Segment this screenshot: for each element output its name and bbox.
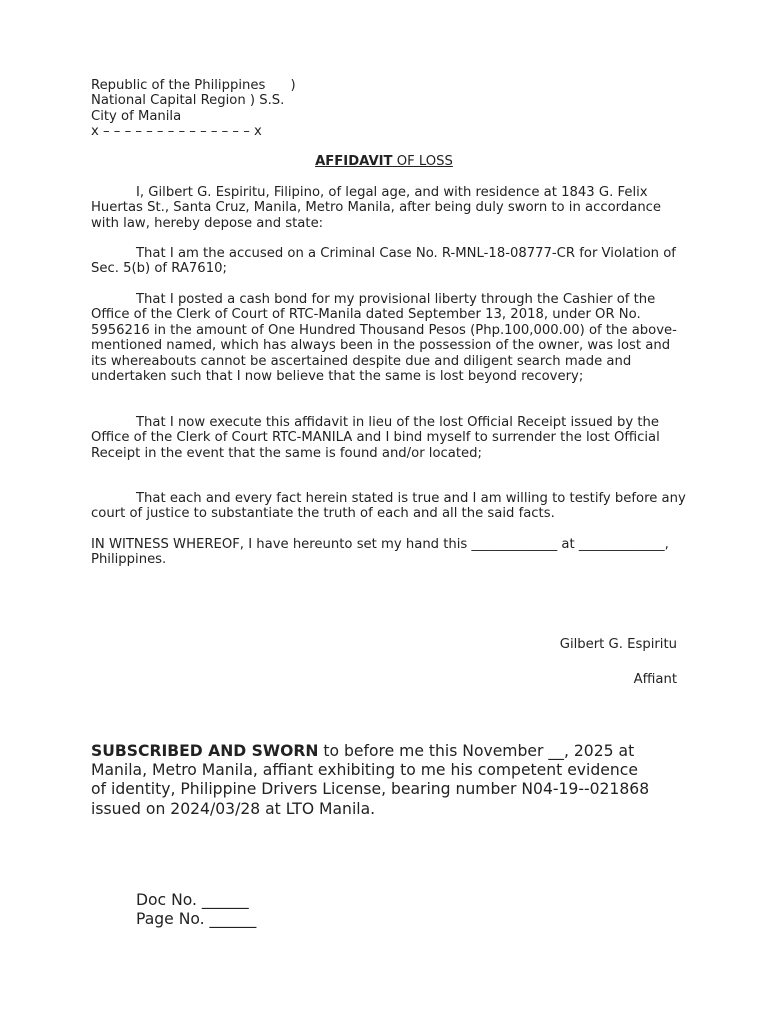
doc-number: Doc No. ______ [136, 891, 249, 909]
venue-line-republic: Republic of the Philippines ) [91, 78, 296, 93]
jurat-paragraph [91, 742, 651, 819]
jurat-text: to before me this November __, 2025 at Manila, Metro Manila, affiant exhibiting to me his competent evidence of identity, Philippine Drivers License, bearing number N04-19--021868 issued on 2024/03/28 at LTO Manila. [91, 742, 650, 818]
paragraph-criminal-case: That I am the accused on a Criminal Case No. R-MNL-18-08777-CR for Violation of Sec. 5(b) of RA7610; [91, 246, 676, 277]
witness-clause: IN WITNESS WHEREOF, I have hereunto set my hand this _____________ at _____________, Philippines. [91, 537, 669, 568]
paragraph-truth-statement: That each and every fact herein stated is true and I am willing to testify before any court of justice to substantiate the truth of each and all the said facts. [91, 491, 686, 522]
venue-line-region: National Capital Region ) S.S. [91, 93, 285, 109]
document-title [0, 154, 768, 170]
affiant-label: Affiant [633, 672, 677, 687]
intro-paragraph: I, Gilbert G. Espiritu, Filipino, of legal age, and with residence at 1843 G. Felix Huertas St., Santa Cruz, Manila, Metro Manila, after being duly sworn to in accordance with law, hereby depose and state: [91, 185, 662, 231]
venue-header [91, 78, 691, 140]
page-number: Page No. ______ [136, 910, 257, 928]
title-bold: AFFIDAVIT [315, 154, 393, 169]
paragraph-execute-affidavit: That I now execute this affidavit in lieu of the lost Official Receipt issued by the Office of the Clerk of Court RTC-MANILA and I bind myself to surrender the lost Official Receipt in the event that the same is found and/or located; [91, 415, 660, 461]
jurat-bold: SUBSCRIBED AND SWORN [91, 742, 319, 760]
affiant-name: Gilbert G. Espiritu [559, 637, 677, 652]
venue-separator: x – – – – – – – – – – – – – – x [91, 124, 262, 140]
paragraph-cash-bond: That I posted a cash bond for my provisional liberty through the Cashier of the Office of the Clerk of Court of RTC-Manila dated September 13, 2018, under OR No. 5956216 in the amount of One Hundred Thousand Pesos (Php.100,000.00) of the above-mentioned named, which has always been in the possession of the owner, was lost and its whereabouts cannot be ascertained despite due and diligent search made and undertaken such that I now believe that the same is lost beyond recovery; [91, 292, 677, 385]
title-rest: OF LOSS [392, 154, 453, 169]
venue-line-city: City of Manila [91, 108, 182, 124]
